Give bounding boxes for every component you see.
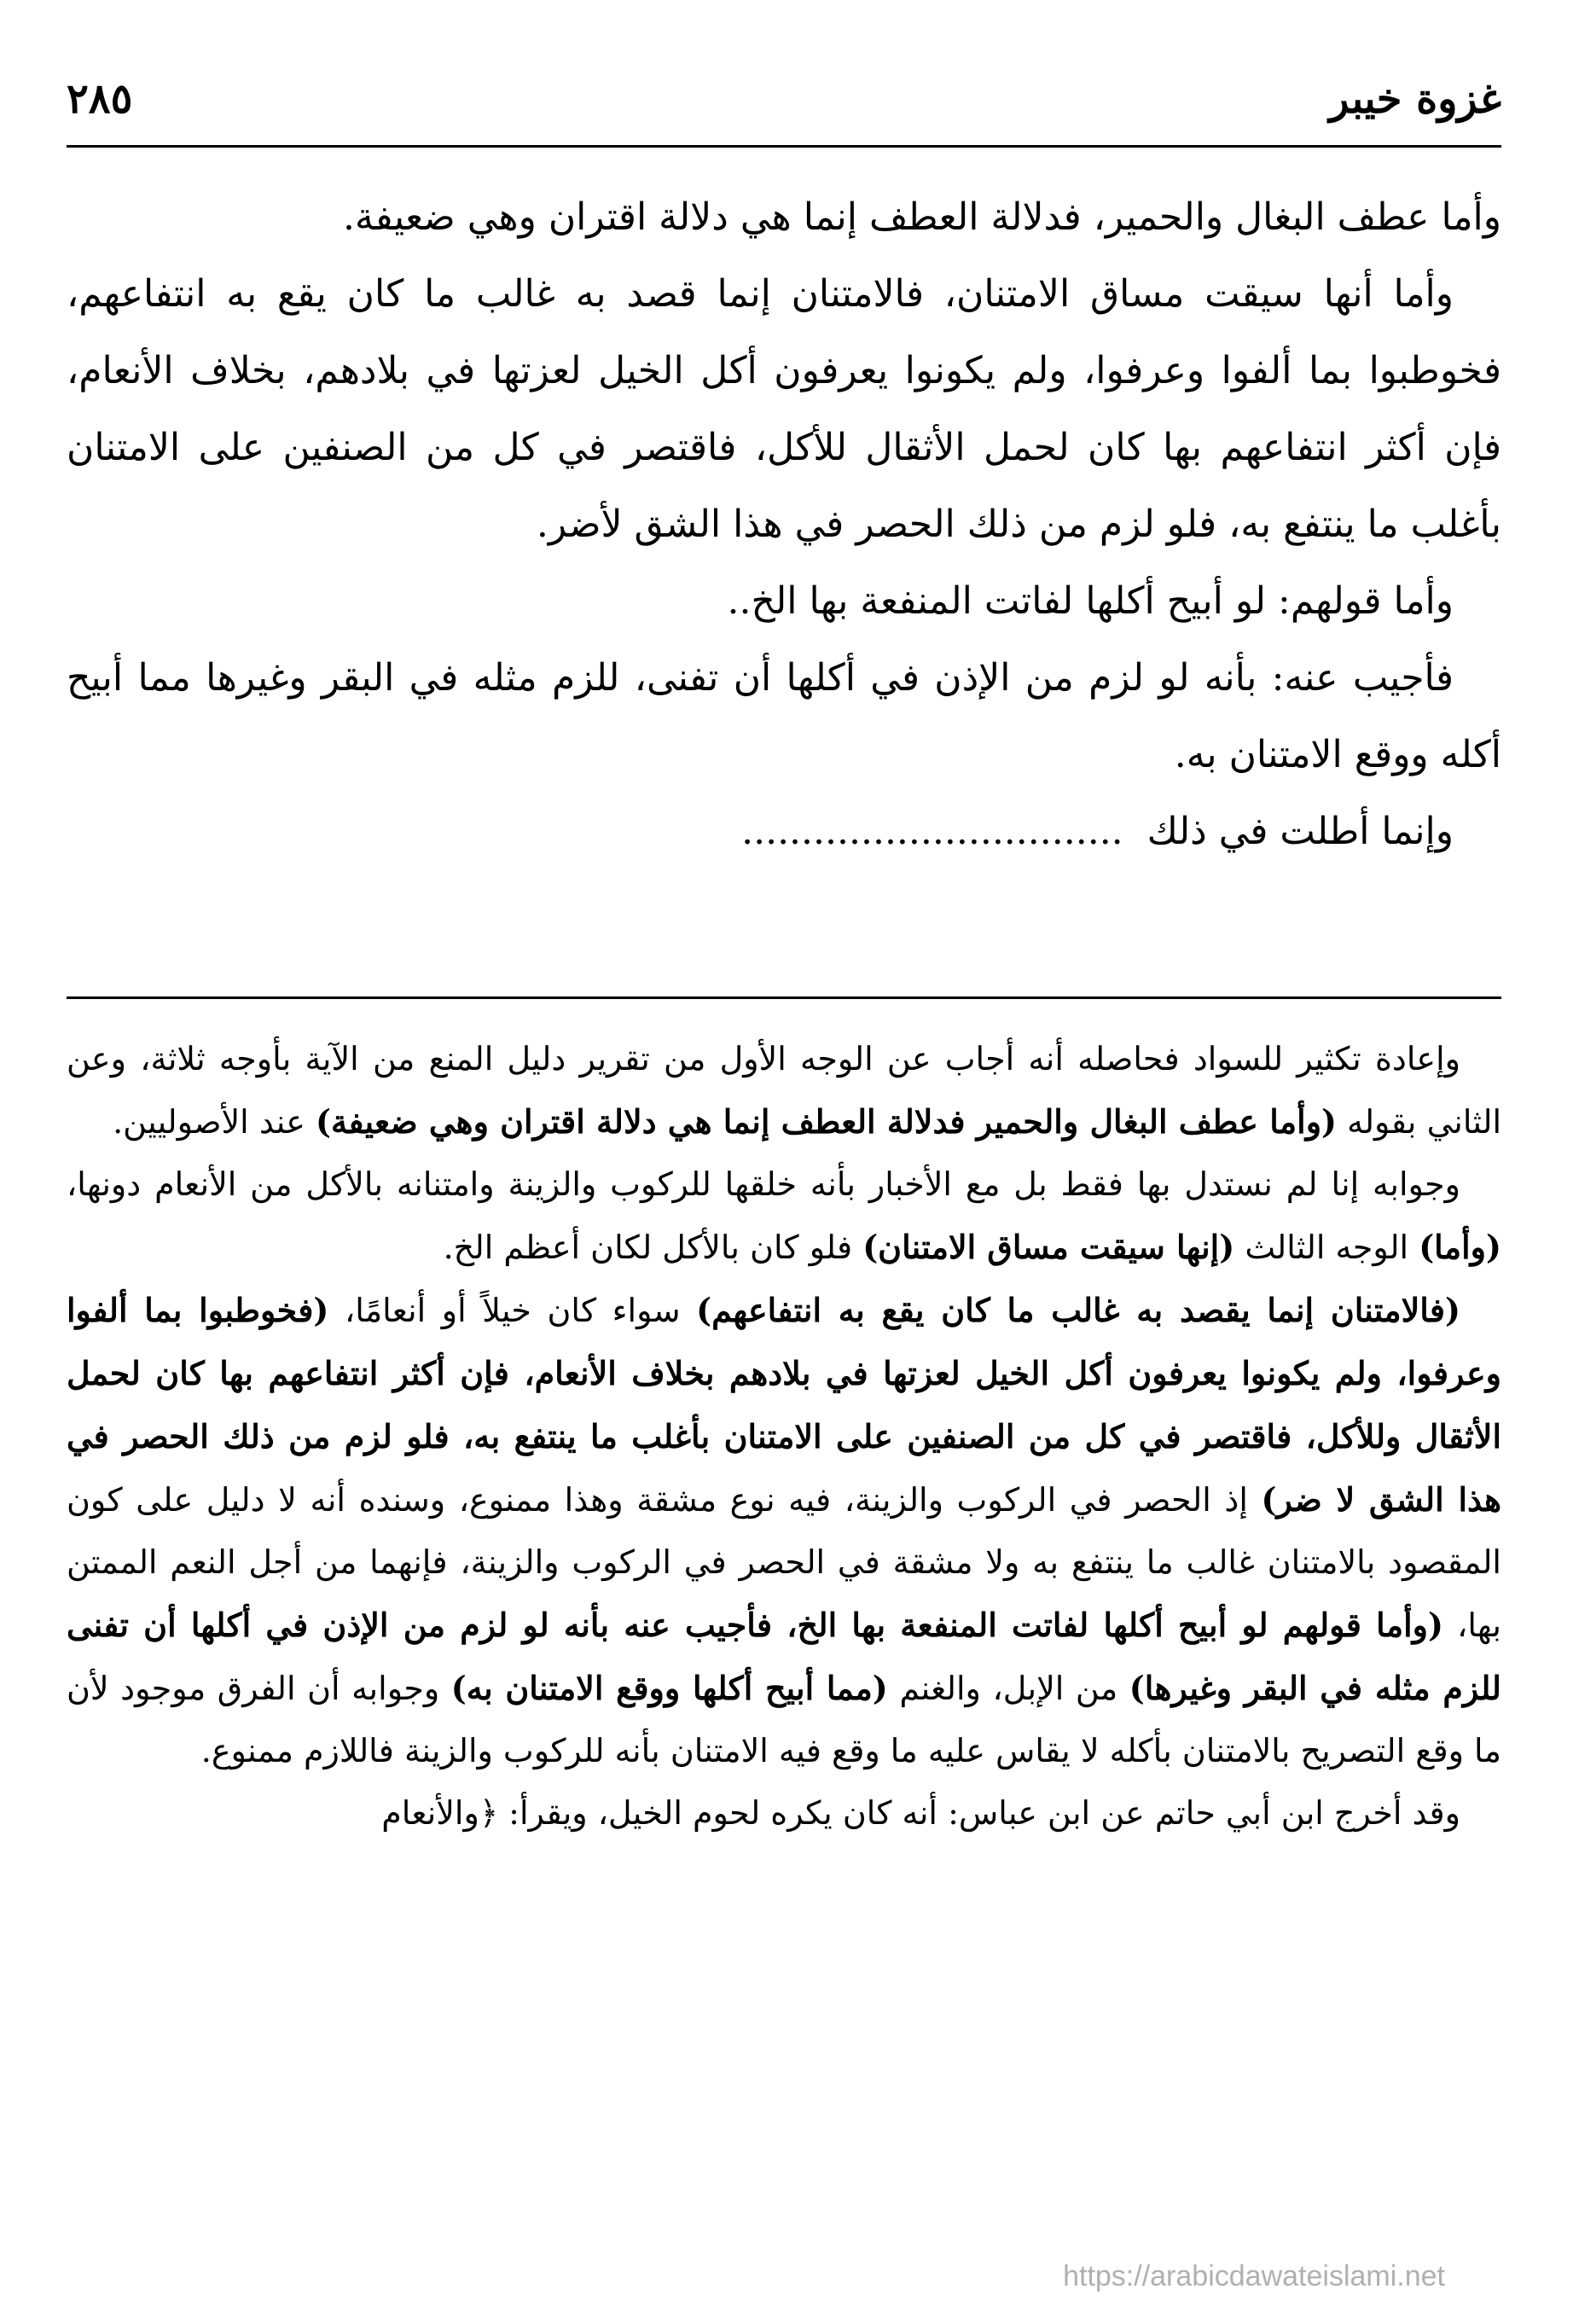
quoted-matn: (فالامتنان إنما يقصد به غالب ما كان يقع به انتفاعهم) — [696, 1291, 1460, 1329]
quoted-matn: (وأما) — [1419, 1228, 1501, 1266]
commentary-text-span: وإعادة تكثير للسواد فحاصله أنه أجاب عن الوجه الأول من تقرير دليل المنع من الآية بأوجه ثلاثة، وعن الثاني بقوله — [67, 1040, 1501, 1141]
page-number: ٢٨٥ — [67, 75, 133, 123]
main-text — [67, 179, 1501, 870]
quoted-matn: (مما أبيح أكلها ووقع الامتنان به) — [450, 1669, 888, 1707]
watermark-url: https://arabicdawateislami.net — [1063, 2260, 1445, 2292]
quoted-matn: (إنها سيقت مساق الامتنان) — [862, 1228, 1235, 1266]
commentary-text-span: الوجه الثالث — [1234, 1229, 1419, 1266]
main-paragraph-1: وأما عطف البغال والحمير، فدلالة العطف إنما هي دلالة اقتران وهي ضعيفة. — [343, 195, 1501, 239]
main-paragraph-5 — [67, 793, 1501, 870]
commentary-paragraph-3 — [67, 1279, 1501, 1782]
commentary-paragraph-4: وقد أخرج ابن أبي حاتم عن ابن عباس: أنه كان يكره لحوم الخيل، ويقرأ: ﴿والأنعام — [381, 1794, 1460, 1832]
quoted-matn: (وأما عطف البغال والحمير فدلالة العطف إنما هي دلالة اقتران وهي ضعيفة) — [315, 1102, 1338, 1141]
commentary-text — [67, 1028, 1501, 1845]
quoted-matn: (فخوطبوا بما ألفوا وعرفوا، ولم يكونوا يعرفون أكل الخيل لعزتها في بلادهم بخلاف الأنعام، فإن أكثر انتفاعهم بها كان لحمل الأثقال وللأكل، فاقتصر في كل من الصنفين على الامتنان بأغلب ما ينتفع به، فلو لزم من ذلك الحصر في هذا الشق لا ضر) — [67, 1291, 1501, 1519]
commentary-text-span: سواء كان خيلاً أو أنعامًا، — [328, 1292, 697, 1329]
commentary-text-span: إذ الحصر في الركوب والزينة، فيه نوع مشقة وهذا ممنوع، وسنده أنه لا دليل على كون المقصود بالامتنان غالب ما ينتفع به ولا مشقة في الحصر في الركوب والزينة، فإنهما من أجل النعم الممتن بها، — [67, 1481, 1502, 1644]
ellipsis-dots: ................................ — [741, 810, 1123, 853]
main-paragraph-4: فأجيب عنه: بأنه لو لزم من الإذن في أكلها أن تفنى، للزم مثله في البقر وغيرها مما أبيح أكله ووقع الامتنان به. — [67, 656, 1501, 776]
commentary-divider — [67, 996, 1501, 999]
header-rule — [67, 145, 1501, 148]
running-title: غزوة خيبر — [1329, 75, 1501, 123]
commentary-text-span: وجوابه إنا لم نستدل بها فقط بل مع الأخبار بأنه خلقها للركوب والزينة وامتنانه بالأكل من الأنعام دونها، — [67, 1165, 1460, 1203]
commentary-text-span: من الإبل، والغنم — [887, 1670, 1129, 1707]
main-paragraph-5-text: وإنما أطلت في ذلك — [1146, 810, 1454, 853]
main-paragraph-3: وأما قولهم: لو أبيح أكلها لفاتت المنفعة بها الخ.. — [727, 579, 1454, 623]
commentary-text-span: فلو كان بالأكل لكان أعظم الخ. — [443, 1229, 863, 1266]
commentary-text-span: عند الأصوليين. — [113, 1103, 316, 1141]
quoted-matn: (وأما قولهم لو أبيح أكلها لفاتت المنفعة بها الخ، فأجيب عنه بأنه لو لزم من الإذن في أكلها أن تفنى للزم مثله في البقر وغيرها) — [67, 1606, 1501, 1707]
commentary-text-span: وجوابه أن الفرق موجود لأن ما وقع التصريح بالامتنان بأكله لا يقاس عليه ما وقع فيه الامتنان بأنه للركوب والزينة فاللازم ممنوع. — [67, 1670, 1501, 1769]
main-paragraph-2: وأما أنها سيقت مساق الامتنان، فالامتنان إنما قصد به غالب ما كان يقع به انتفاعهم، فخوطبوا بما ألفوا وعرفوا، ولم يكونوا يعرفون أكل الخيل لعزتها في بلادهم، بخلاف الأنعام، فإن أكثر انتفاعهم بها كان لحمل الأثقال للأكل، فاقتصر في كل من الصنفين على الامتنان بأغلب ما ينتفع به، فلو لزم من ذلك الحصر في هذا الشق لأضر. — [67, 272, 1501, 546]
page-header — [67, 75, 1501, 143]
commentary-paragraph-1 — [67, 1028, 1501, 1153]
commentary-paragraph-2 — [67, 1153, 1501, 1279]
